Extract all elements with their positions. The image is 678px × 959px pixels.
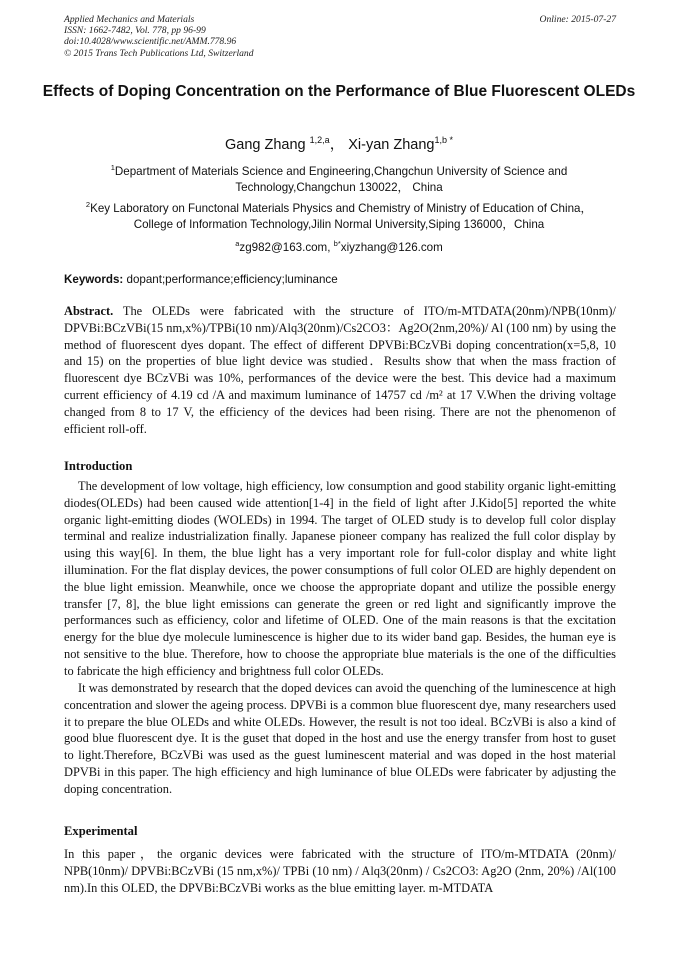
author-superscript: 1,2,a [309, 135, 330, 145]
affiliation-2 [56, 197, 622, 233]
email-line [56, 236, 622, 256]
email-marker: b* [333, 239, 341, 248]
copyright-line: © 2015 Trans Tech Publications Ltd, Switzerland [64, 47, 254, 59]
affiliation-marker: 1 [110, 163, 115, 172]
online-date: Online: 2015-07-27 [539, 14, 616, 25]
email-address[interactable]: xiyzhang@126.com [340, 241, 443, 254]
keywords [64, 272, 616, 288]
abstract-text: The OLEDs were fabricated with the structure of ITO/m-MTDATA(20nm)/NPB(10nm)/ DPVBi:BCzVBi(15 nm,x%)/TPBi(10 nm)/Alq3(20nm)/Cs2CO3：Ag2O(2nm,20%)/ Al (100 nm) by using the method of fluorescent dyes dopant. The effect of different DPVBi:BCzVBi doping concentration(x=5,8, 10 and 15) on the properties of blue light device was studied．Results show that when the mass fraction of fluorescent dye BCzVBi was 10%, performances of the device were the best. This device had a maximum current efficiency of 4.19 cd /A and maximum luminance of 14757 cd /m² at 17 V.When the driving voltage changed from 8 to 17 V, the efficiency of the devices had been rising. There are not the phenomenon of efficient roll-off. [64, 304, 616, 436]
paragraph-text: In this paper，the organic devices were fabricated with the structure of ITO/m-MTDATA (20nm)/ NPB(10nm)/ DPVBi:BCzVBi (15 nm,x%)/ TPBi (10 nm) / Alq3(20nm) / Cs2CO3: Ag2O (2nm, 20%) /Al(100 nm).In this OLED, the DPVBi:BCzVBi works as the blue emitting layer. m-MTDATA [64, 847, 616, 895]
affiliation-marker: 2 [85, 200, 91, 209]
affiliation-text: Department of Materials Science and Engineering,Changchun University of Science and [114, 165, 568, 178]
journal-name: Applied Mechanics and Materials [64, 14, 195, 25]
keywords-label: Keywords: [64, 273, 124, 286]
section-heading-experimental: Experimental [64, 824, 138, 838]
keywords-text: dopant;performance;efficiency;luminance [123, 273, 338, 286]
email-address[interactable]: zg982@163.com, [239, 241, 334, 254]
paragraph-text: The development of low voltage, high efficiency, low consumption and good stability organic light-emitting diodes(OLEDs) had been caused wide attention[1-4] in the field of light after J.Kido[5] reported the white organic light-emitting diodes (WOLEDs) in 1994. The target of OLED study is to develop full color display terminal and realize industrialization finally. Japanese pioneer company has realized the full color display by using this way[6]. In them, the blue light has a very important role for full-color display and white light illumination. For the flat display devices, the power consumptions of full color OLED are highly dependent on the blue light emission. Meanwhile, once we choose the appropriate dopant and utilize the possible energy transfer [7, 8], the blue light emissions can generate the green or red light and significantly improve the performances such as efficiency, color and lifetime of OLED. One of the main reasons is that the excitation energy for the blue dye molecule luminescence is higher due to its wider band gap. Besides, the human eye is not sensitive to the blue. Therefore, how to choose the appropriate blue materials is the one of the difficulties to fabricate the high efficiency and brightness full color OLEDs. [64, 479, 616, 678]
section-heading-introduction: Introduction [64, 459, 133, 473]
introduction-paragraph-2 [64, 680, 616, 798]
doi-line[interactable]: doi:10.4028/www.scientific.net/AMM.778.96 [64, 36, 237, 48]
abstract-label: Abstract. [64, 304, 114, 318]
paper-title: Effects of Doping Concentration on the Performance of Blue Fluorescent OLEDs [42, 83, 636, 100]
introduction-paragraph-1 [64, 478, 616, 680]
issn-line: ISSN: 1662-7482, Vol. 778, pp 96-99 [64, 25, 206, 37]
experimental-paragraph-1 [64, 846, 616, 896]
affiliation-1 [56, 160, 622, 196]
email-marker: a [235, 239, 240, 248]
affiliation-text: Technology,Changchun 130022， China [235, 181, 443, 194]
affiliation-text: College of Information Technology,Jilin Normal University,Siping 136000，China [133, 218, 545, 231]
author-separator: ， [329, 137, 345, 153]
running-header [64, 14, 616, 59]
abstract [64, 303, 616, 437]
affiliation-text: Key Laboratory on Functonal Materials Physics and Chemistry of Ministry of Education of China， [90, 202, 593, 215]
author-name: Gang Zhang [225, 137, 306, 153]
author-superscript: 1,b * [434, 135, 453, 145]
author-name: Xi-yan Zhang [348, 137, 435, 153]
paragraph-text: It was demonstrated by research that the doped devices can avoid the quenching of the luminescence at high concentration and slower the ageing process. DPVBi is a common blue fluorescent dye, many researchers used it to prepare the blue OLEDs and white OLEDs. However, the result is not too ideal. BCzVBi is also a kind of good blue fluorescent dye. It is the guset that doped in the host and use the energy transfer from host to guset to light.Therefore, BCzVBi was used as the guest luminescent material and was doped in the host material DPVBi in this paper. The high efficiency and high luminance of blue OLEDs were fabricater by adjusting the doping concentration. [64, 681, 616, 796]
author-line [40, 131, 638, 154]
